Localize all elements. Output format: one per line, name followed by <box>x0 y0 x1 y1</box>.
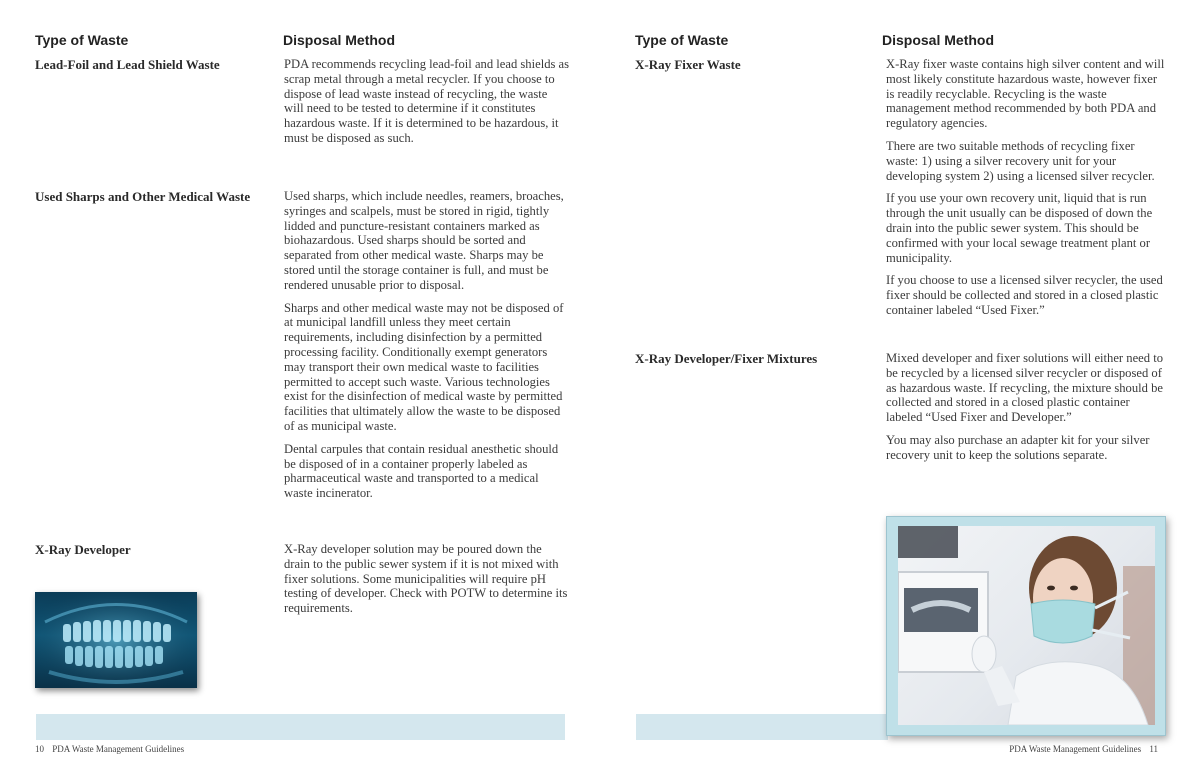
method-paragraph: If you choose to use a licensed silver recycler, the used fixer should be collected and stored in a closed plastic container labeled “Used Fixer.” <box>886 273 1163 317</box>
method-paragraph: You may also purchase an adapter kit for your silver recovery unit to keep the solutions separate. <box>886 432 1150 462</box>
disposal-method-text <box>284 57 570 154</box>
method-paragraph: PDA recommends recycling lead-foil and lead shields as scrap metal through a metal recycler. If you choose to dispose of lead waste instead of recycling, the waste will need to be tested to determine if it constitutes hazardous waste. If it is determined to be hazardous, it must be disposed as such. <box>284 57 570 145</box>
page-number: 11 <box>1149 744 1158 754</box>
footer <box>1009 744 1158 754</box>
method-paragraph: X-Ray developer solution may be poured down the drain to the public sewer system if it is not mixed with fixer solutions. Some municipalities will require pH testing of developer. Check with POTW to determine its requirements. <box>284 542 568 616</box>
method-paragraph: Sharps and other medical waste may not be disposed of at municipal landfill unless they meet certain requirements, including disinfection by a permitted processing facility. Conditionally exempt generators may transport their own medical waste to facilities permitted to accept such waste. Various technologies exist for the disinfection of medical waste by permitted facilities that ultimately allow the waste to be disposed of as municipal waste. <box>284 300 564 433</box>
footer-bar <box>36 714 565 740</box>
footer-title: PDA Waste Management Guidelines <box>1009 744 1142 754</box>
page-number: 10 <box>35 744 44 754</box>
method-paragraph: Used sharps, which include needles, reamers, broaches, syringes and scalpels, must be stored in rigid, tightly lidded and puncture-resistant containers marked as biohazardous. Used sharps should be sorted and separated from other medical waste. Sharps may be stored until the storage container is full, and must be rendered unusable prior to disposal. <box>284 189 564 292</box>
footer-bar <box>636 714 888 740</box>
dental-assistant-photo <box>898 526 1155 725</box>
method-paragraph: Dental carpules that contain residual anesthetic should be disposed of in a container properly labeled as pharmaceutical waste and transported to a medical waste incinerator. <box>284 441 559 501</box>
waste-type-label: X-Ray Developer/Fixer Mixtures <box>635 351 818 366</box>
photo-frame <box>886 516 1166 736</box>
footer-title: PDA Waste Management Guidelines <box>52 744 185 754</box>
waste-type-label: Used Sharps and Other Medical Waste <box>35 189 251 204</box>
waste-type-label: Lead-Foil and Lead Shield Waste <box>35 57 220 72</box>
type-of-waste-header: Type of Waste <box>35 32 129 48</box>
type-of-waste-header: Type of Waste <box>635 32 729 48</box>
disposal-method-header: Disposal Method <box>882 32 995 48</box>
method-paragraph: Mixed developer and fixer solutions will either need to be recycled by a licensed silver recycler or disposed of as hazardous waste. If recycling, the mixture should be collected and stored in a closed plastic container labeled “Used Fixer and Developer.” <box>886 351 1163 425</box>
dental-assistant-icon <box>898 526 1155 725</box>
method-paragraph: X-Ray fixer waste contains high silver content and will most likely constitute hazardous waste, however fixer is readily recyclable. Recycling is the waste management method recommended by both PDA and regulatory agencies. <box>886 57 1165 131</box>
method-paragraph: There are two suitable methods of recycling fixer waste: 1) using a silver recovery unit for your developing system 2) using a licensed silver recycler. <box>886 138 1155 183</box>
xray-teeth-icon <box>35 592 197 688</box>
waste-type-label: X-Ray Developer <box>35 542 131 557</box>
disposal-method-text <box>284 542 570 624</box>
method-paragraph: If you use your own recovery unit, liquid that is run through the unit usually can be disposed of down the drain into the public sewer system. This should be confirmed with your local sewage treatment plant or municipality. <box>886 191 1153 265</box>
dental-xray-image <box>35 592 197 688</box>
footer <box>35 744 184 754</box>
disposal-method-text <box>284 189 570 509</box>
disposal-method-text <box>886 57 1168 326</box>
disposal-method-text <box>886 351 1168 471</box>
waste-type-label: X-Ray Fixer Waste <box>635 57 741 72</box>
disposal-method-header: Disposal Method <box>283 32 396 48</box>
